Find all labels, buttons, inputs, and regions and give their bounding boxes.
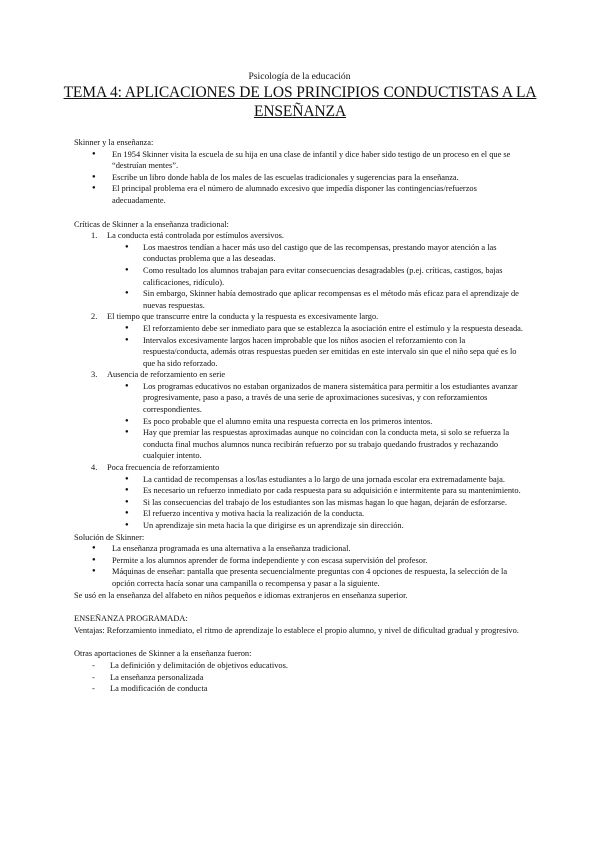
sub-item: ● Un aprendizaje sin meta hacia la que dirigirse es un aprendizaje sin dirección. <box>107 520 529 532</box>
section-heading: Críticas de Skinner a la enseñanza tradicional: <box>74 219 229 229</box>
section-criticas <box>74 219 529 532</box>
sub-list <box>107 381 529 462</box>
item-number: 3. <box>91 370 98 380</box>
sub-list <box>107 323 529 369</box>
bullet-list <box>74 543 529 589</box>
list-item: ● El principal problema era el número de alumnado excesivo que impedía disponer las contingencias/refuerzos adecuadamente. <box>74 183 529 206</box>
sub-item: ● Los programas educativos no estaban organizados de manera sistemática para permitir a los estudiantes avanzar progresivamente, paso a paso, a través de una serie de aproximaciones sucesivas, y con reforzamientos correspondientes. <box>107 381 529 416</box>
sub-item: ● Si las consecuencias del trabajo de los estudiantes son las mismas hagan lo que hagan, dejarán de esforzarse. <box>107 497 529 509</box>
section-heading: Skinner y la enseñanza: <box>74 138 154 147</box>
list-item <box>74 311 529 369</box>
page-title: TEMA 4: APLICACIONES DE LOS PRINCIPIOS CONDUCTISTAS A LA ENSEÑANZA <box>63 84 537 120</box>
item-number: 4. <box>91 463 98 473</box>
list-item: ● Permite a los alumnos aprender de forma independiente y con escasa supervisión del profesor. <box>74 555 529 567</box>
list-item <box>74 369 529 462</box>
sub-item: ● El reforzamiento debe ser inmediato para que se establezca la asociación entre el estímulo y la respuesta deseada. <box>107 323 529 335</box>
solution-note: Se usó en la enseñanza del alfabeto en niños pequeños e idiomas extranjeros en enseñanza superior. <box>74 590 408 600</box>
list-item <box>74 230 529 311</box>
sub-list <box>107 474 529 532</box>
sub-item: ● La cantidad de recompensas a los/las estudiantes a lo largo de una jornada escolar era extremadamente baja. <box>107 474 529 486</box>
dash-list <box>74 660 529 695</box>
numbered-list <box>74 230 529 531</box>
list-item: - La modificación de conducta <box>74 683 529 695</box>
sub-item: ● Como resultado los alumnos trabajan para evitar consecuencias desagradables (p.ej. críticas, castigos, bajas calificaciones, ridículo). <box>107 265 529 288</box>
sub-list <box>107 242 529 312</box>
list-item: ● La enseñanza programada es una alternativa a la enseñanza tradicional. <box>74 543 529 555</box>
list-item: - La enseñanza personalizada <box>74 672 529 684</box>
item-text: El tiempo que transcurre entre la conducta y la respuesta es excesivamente largo. <box>107 312 379 322</box>
sub-item: ● Hay que premiar las respuestas aproximadas aunque no coincidan con la conducta meta, si solo se refuerza la conducta final muchos alumnos nunca recibirán refuerzo por su trabajo quedando frustrados y rechazando cualquier intento. <box>107 427 529 462</box>
section-solucion <box>74 532 529 602</box>
section-heading: ENSEÑANZA PROGRAMADA: <box>74 614 188 624</box>
section-ensenanza-programada <box>74 613 529 636</box>
sub-item: ● Es necesario un refuerzo inmediato por cada respuesta para su adquisición e intermitente para su mantenimiento. <box>107 485 529 497</box>
section-heading: Solución de Skinner: <box>74 532 145 542</box>
section-aportaciones <box>74 648 529 694</box>
list-item: ● En 1954 Skinner visita la escuela de su hija en una clase de infantil y dice haber sido testigo de un proceso en el que se “destruían mentes”. <box>74 149 529 172</box>
item-number: 2. <box>91 312 98 322</box>
section-heading: Otras aportaciones de Skinner a la enseñanza fueron: <box>74 649 252 659</box>
sub-item: ● Sin embargo, Skinner había demostrado que aplicar recompensas es el método más eficaz para el aprendizaje de nuevas respuestas. <box>107 288 529 311</box>
subject-header: Psicología de la educación <box>248 71 351 82</box>
list-item: ● Máquinas de enseñar: pantalla que presenta secuencialmente preguntas con 4 opciones de respuesta, la selección de la opción correcta hacía sonar una campanilla o recompensa y pasar a la siguiente. <box>74 566 529 589</box>
sub-item: ● El refuerzo incentiva y motiva hacia la realización de la conducta. <box>107 508 529 520</box>
section-skinner <box>74 137 529 207</box>
list-item: ● Escribe un libro donde habla de los males de las escuelas tradicionales y sugerencias para la enseñanza. <box>74 172 529 184</box>
sub-item: ● Es poco probable que el alumno emita una respuesta correcta en los primeros intentos. <box>107 416 529 428</box>
item-number: 1. <box>91 231 98 241</box>
bullet-list <box>74 149 529 207</box>
item-text: La conducta está controlada por estímulos aversivos. <box>107 231 284 241</box>
list-item <box>74 462 529 532</box>
sub-item: ● Intervalos excesivamente largos hacen improbable que los niños asocien el reforzamiento con la respuesta/conducta, además otras respuestas pueden ser emitidas en este intervalo sin que el niño sepa qué es lo que ha sido reforzado. <box>107 335 529 370</box>
item-text: Poca frecuencia de reforzamiento <box>107 463 220 473</box>
sub-item: ● Los maestros tendían a hacer más uso del castigo que de las recompensas, prestando mayor atención a las conductas problema que a las deseadas. <box>107 242 529 265</box>
item-text: Ausencia de reforzamiento en serie <box>107 370 226 380</box>
advantages-text: Ventajas: Reforzamiento inmediato, el ritmo de aprendizaje lo establece el propio alumno, y nivel de dificultad gradual y progresivo. <box>74 625 519 635</box>
document-body <box>74 137 529 695</box>
list-item: - La definición y delimitación de objetivos educativos. <box>74 660 529 672</box>
